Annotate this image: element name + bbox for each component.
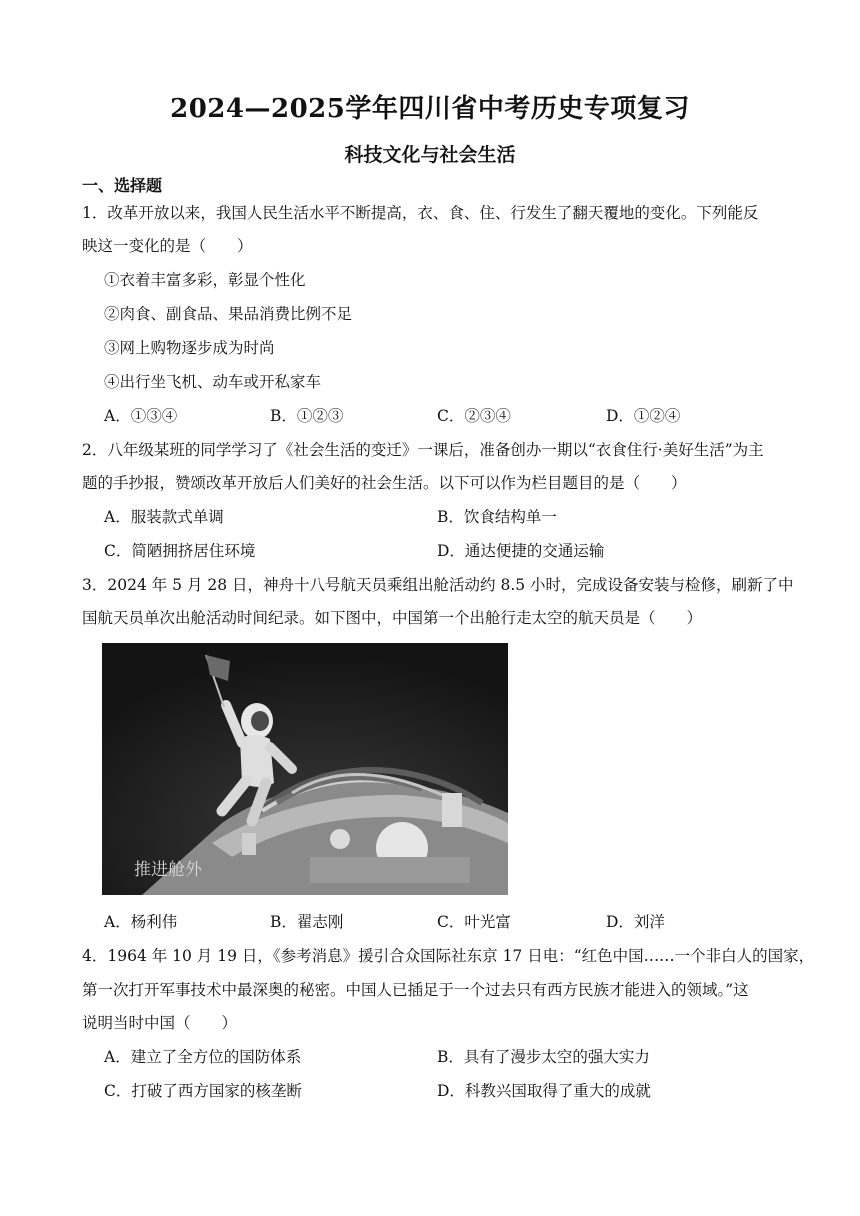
q2-option-d[interactable]: D．通达便捷的交通运输: [437, 542, 605, 560]
spacewalk-photo: [102, 643, 508, 895]
q1-option-a[interactable]: A．①③④: [104, 407, 178, 425]
q4-option-a[interactable]: A．建立了全方位的国防体系: [104, 1048, 302, 1066]
q2-option-a[interactable]: A．服装款式单调: [104, 508, 224, 526]
q2-option-c[interactable]: C．简陋拥挤居住环境: [104, 542, 256, 560]
q1-option-d[interactable]: D．①②④: [606, 407, 681, 425]
q1-item-1: ①衣着丰富多彩，彰显个性化: [104, 271, 306, 289]
q4-option-b[interactable]: B．具有了漫步太空的强大实力: [437, 1048, 650, 1066]
q3-stem-line2: 国航天员单次出舱活动时间纪录。如下图中，中国第一个出舱行走太空的航天员是（ ）: [82, 609, 703, 627]
q4-stem-line1: 4．1964 年 10 月 19 日，《参考消息》援引合众国际社东京 17 日电：“红色中国……一个非白人的国家，: [82, 947, 815, 965]
q3-stem-line1: 3．2024 年 5 月 28 日，神舟十八号航天员乘组出舱活动约 8.5 小时，完成设备安装与检修，刷新了中: [82, 576, 794, 594]
q1-option-c[interactable]: C．②③④: [437, 407, 511, 425]
photo-caption: 推进舱外: [134, 860, 202, 880]
page-subtitle: 科技文化与社会生活: [344, 144, 516, 166]
q3-option-d[interactable]: D．刘洋: [606, 913, 665, 931]
q2-stem-line1: 2．八年级某班的同学学习了《社会生活的变迁》一课后，准备创办一期以“衣食住行·美好生活”为主: [82, 441, 764, 459]
q1-item-3: ③网上购物逐步成为时尚: [104, 339, 275, 357]
q1-item-2: ②肉食、副食品、果品消费比例不足: [104, 305, 353, 323]
q4-option-d[interactable]: D．科教兴国取得了重大的成就: [437, 1082, 651, 1100]
q4-stem-line3: 说明当时中国（ ）: [82, 1014, 238, 1032]
q4-stem-line2: 第一次打开军事技术中最深奥的秘密。中国人已插足于一个过去只有西方民族才能进入的领域。”这: [82, 981, 749, 999]
q1-stem-line2: 映这一变化的是（ ）: [82, 237, 253, 255]
q1-stem-line1: 1．改革开放以来，我国人民生活水平不断提高，衣、食、住、行发生了翻天覆地的变化。下列能反: [82, 204, 759, 222]
q1-item-4: ④出行坐飞机、动车或开私家车: [104, 373, 322, 391]
spacewalk-illustration: [102, 643, 508, 895]
q2-stem-line2: 题的手抄报，赞颂改革开放后人们美好的社会生活。以下可以作为栏目题目的是（ ）: [82, 474, 687, 492]
q1-option-b[interactable]: B．①②③: [270, 407, 344, 425]
page-title: 2024—2025学年四川省中考历史专项复习: [170, 94, 690, 124]
q3-option-a[interactable]: A．杨利伟: [104, 913, 178, 931]
q3-option-c[interactable]: C．叶光富: [437, 913, 511, 931]
section-heading: 一、选择题: [82, 176, 163, 195]
q3-option-b[interactable]: B．翟志刚: [270, 913, 344, 931]
q4-option-c[interactable]: C．打破了西方国家的核垄断: [104, 1082, 302, 1100]
q2-option-b[interactable]: B．饮食结构单一: [437, 508, 557, 526]
